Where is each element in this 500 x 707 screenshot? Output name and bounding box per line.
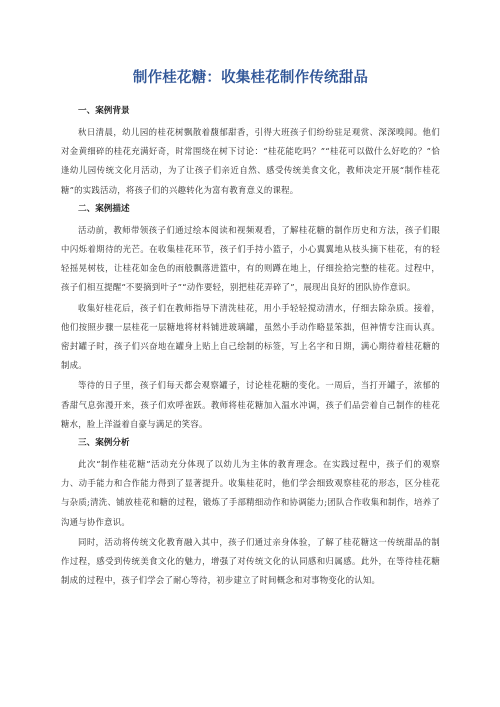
paragraph: 秋日清晨，幼儿园的桂花树飘散着馥郁甜香，引得大班孩子们纷纷驻足观赏、深深嗅闻。他们对金黄细碎的桂花充满好奇，时常围绕在树下讨论：“桂花能吃吗？”“桂花可以做什么好吃的？”恰逢幼儿园传统文化月活动，为了让孩子们亲近自然、感受传统美食文化，教师决定开展“制作桂花糖”的实践活动，将孩子们的兴趣转化为富有教育意义的课程。 <box>61 127 440 195</box>
section-analysis <box>61 436 440 590</box>
section-heading: 一、案例背景 <box>78 106 130 116</box>
paragraph: 收集好桂花后，孩子们在教师指导下清洗桂花，用小手轻轻搅动清水，仔细去除杂质。接着，他们按照步骤一层桂花一层糖地将材料铺进玻璃罐，虽然小手动作略显笨拙，但神情专注而认真。密封罐子时，孩子们兴奋地在罐身上贴上自己绘制的标签，写上名字和日期，满心期待着桂花糖的制成。 <box>61 302 440 371</box>
paragraph: 此次“制作桂花糖”活动充分体现了以幼儿为主体的教育理念。在实践过程中，孩子们的观察力、动手能力和合作能力得到了显著提升。收集桂花时，他们学会细致观察桂花的形态，区分桂花与杂质;清洗、铺放桂花和糖的过程，锻炼了手部精细动作和协调能力;团队合作收集和制作，培养了沟通与协作意识。 <box>61 459 440 527</box>
section-background <box>61 104 440 200</box>
section-heading: 二、案例描述 <box>78 203 130 214</box>
paragraph: 同时，活动将传统文化教育融入其中，孩子们通过亲身体验，了解了桂花糖这一传统甜品的制作过程，感受到传统美食文化的魅力，增强了对传统文化的认同感和归属感。此外，在等待桂花糖制成的过程中，孩子们学会了耐心等待，初步建立了时间概念和对事物变化的认知。 <box>61 536 440 586</box>
section-heading: 三、案例分析 <box>78 438 130 449</box>
page-title: 制作桂花糖：收集桂花制作传统甜品 <box>132 70 369 86</box>
section-description <box>61 202 440 434</box>
paragraph: 等待的日子里，孩子们每天都会观察罐子，讨论桂花糖的变化。一周后，当打开罐子，浓郁的香甜气息弥漫开来，孩子们欢呼雀跃。教师将桂花糖加入温水冲调，孩子们品尝着自己制作的桂花糖水，脸上洋溢着自豪与满足的笑容。 <box>61 380 440 429</box>
paragraph: 活动前，教师带领孩子们通过绘本阅读和视频观看，了解桂花糖的制作历史和方法，孩子们眼中闪烁着期待的光芒。在收集桂花环节，孩子们手持小篮子，小心翼翼地从枝头摘下桂花，有的轻轻摇晃树枝，让桂花如金色的雨般飘落进篮中，有的则蹲在地上，仔细捡拾完整的桂花。过程中，孩子们相互提醒“不要摘到叶子”“动作要轻，别把桂花弄碎了”，展现出良好的团队协作意识。 <box>61 224 440 293</box>
